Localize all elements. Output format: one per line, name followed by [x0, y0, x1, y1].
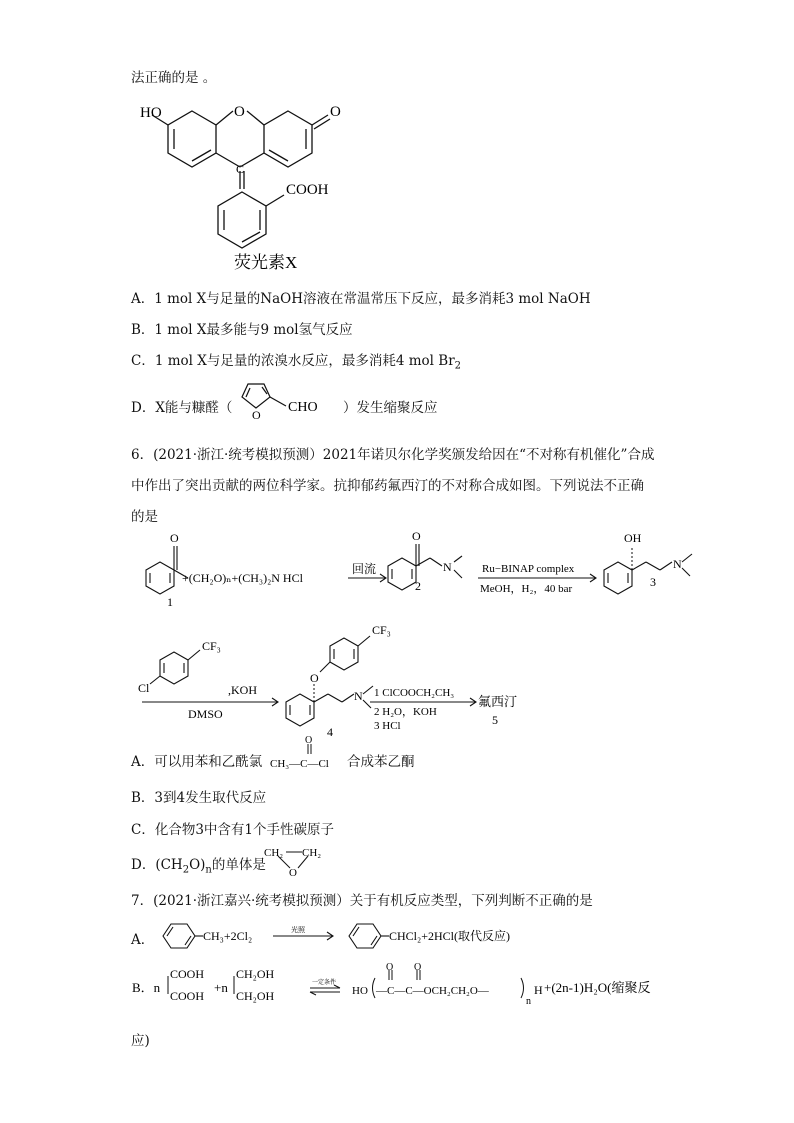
c4-nitrogen: N [354, 689, 363, 703]
q5-option-d-post: ）发生缩聚反应 [343, 400, 438, 416]
arrow2-bottom: MeOH，H₂，40 bar [480, 583, 573, 595]
c3-nitrogen: N [673, 557, 682, 571]
light-condition: 光照 [291, 926, 305, 934]
dmso-label: DMSO [188, 707, 223, 721]
glycol-ch2oh-top: CH₂OH [236, 967, 275, 981]
q6-option-a-post: 合成苯乙酮 [347, 754, 415, 770]
q6-stem-2: 中作出了突出贡献的两位科学家。抗抑郁药氟西汀的不对称合成如图。下列说法不正确 [131, 478, 644, 494]
keto-oxygen-label: O [330, 104, 341, 120]
q7-stem: 7．(2021·浙江嘉兴·统考模拟预测）关于有机反应类型，下列判断不正确的是 [131, 893, 593, 909]
oxalic-cooh-bottom: COOH [170, 989, 205, 1003]
toluene-reactant: CH₃+2Cl₂ [203, 929, 253, 943]
polymer-h: H [534, 983, 543, 997]
cf3-label: CF₃ [202, 639, 221, 653]
polymer-oxygen-1: O [386, 962, 394, 973]
polymer-chain: —C—C—OCH₂CH₂O— [376, 985, 489, 997]
q5-option-d-pre: D．X能与糠醛（ [131, 400, 233, 416]
q7-b-tail-2: 应) [131, 1033, 150, 1049]
q7-a-product: CHCl₂+2HCl(取代反应) [389, 929, 510, 943]
polymer-ho: HO [352, 985, 368, 997]
c4-oxygen: O [310, 671, 319, 685]
acetyl-oxygen: O [305, 735, 313, 746]
q6-option-a-pre: A．可以用苯和乙酰氯 [131, 754, 263, 770]
svg-text:O: O [252, 408, 261, 422]
product-label: 氟西汀 [478, 694, 518, 709]
furfural-structure [232, 380, 342, 420]
step1-label: 1 ClCOOCH₂CH₃ [374, 687, 455, 699]
acetyl-chloride-structure [268, 736, 348, 772]
c2-nitrogen: N [443, 560, 452, 574]
ethylene-oxide-structure [262, 842, 332, 878]
ho-label: HO [140, 105, 162, 121]
q7-b-plus-n: +n [214, 980, 228, 995]
chloro-label: Cl [138, 681, 150, 695]
q5-option-b: B．1 mol X最多能与9 mol氢气反应 [131, 322, 353, 338]
product-number: 5 [492, 713, 498, 727]
center-carbon-label: C [236, 162, 245, 176]
oxalic-cooh-top: COOH [170, 967, 205, 981]
epoxide-ch2-right: CH₂ [302, 847, 322, 859]
q6-option-d: D．$(CH_2O)_n$的单体是 [131, 857, 266, 876]
polymer-oxygen-2: O [414, 962, 422, 973]
q7-option-b-equation [130, 960, 670, 1010]
c3-number: 3 [650, 575, 656, 589]
intro-text: 法正确的是 。 [131, 70, 217, 86]
acetyl-chain: CH₃—C—Cl [270, 758, 329, 770]
q7-b-condition: 一定条件 [312, 980, 337, 986]
q7-option-a-label: A． [131, 932, 155, 948]
cho-label: CHO [288, 400, 318, 415]
q7-b-label: B．n [132, 980, 161, 995]
epoxide-ch2-left: CH₂ [264, 847, 284, 859]
cooh-label: COOH [286, 182, 329, 198]
step3-label: 3 HCl [374, 720, 401, 732]
q6-stem-1: 6．(2021·浙江·统考模拟预测）2021年诺贝尔化学奖颁发给因在“不对称有机催化”合成 [131, 447, 655, 463]
q6-option-b: B．3到4发生取代反应 [131, 790, 267, 806]
c3-hydroxyl: OH [624, 531, 642, 545]
epoxide-oxygen: O [289, 867, 297, 879]
arrow2-top: Ru−BINAP complex [482, 563, 575, 575]
ring-oxygen-label: O [234, 104, 245, 120]
fluorescein-structure [130, 95, 370, 275]
q5-option-c: C．1 mol X与足量的浓溴水反应，最多消耗4 mol $Br_2$ [131, 353, 462, 372]
c2-oxygen: O [412, 529, 421, 543]
q7-b-tail: +(2n-1)H₂O(缩聚反 [544, 980, 651, 995]
c1-number: 1 [167, 595, 173, 609]
synthesis-scheme-row1 [130, 526, 700, 616]
glycol-ch2oh-bottom: CH₂OH [236, 989, 275, 1003]
q6-option-c: C．化合物3中含有1个手性碳原子 [131, 822, 335, 838]
synthesis-scheme-row2 [130, 610, 600, 745]
c1-oxygen: O [170, 531, 179, 545]
arrow1-label: 回流 [352, 562, 377, 576]
step2-label: 2 H₂O，KOH [374, 706, 437, 718]
q6-stem-3: 的是 [131, 509, 158, 525]
reagents-label: +(CH₂O)ₙ+(CH₃)₂N HCl [182, 571, 303, 585]
q5-option-a: A．1 mol X与足量的NaOH溶液在常温常压下反应，最多消耗3 mol NaOH [131, 291, 591, 307]
koh-label: ,KOH [228, 683, 257, 697]
q7-option-a-equation [155, 918, 555, 954]
c2-number: 2 [415, 579, 421, 593]
polymer-n: n [526, 996, 531, 1007]
c4-number: 4 [327, 725, 333, 739]
c4-cf3-label: CF₃ [372, 623, 391, 637]
structure-caption: 荧光素X [234, 253, 298, 272]
